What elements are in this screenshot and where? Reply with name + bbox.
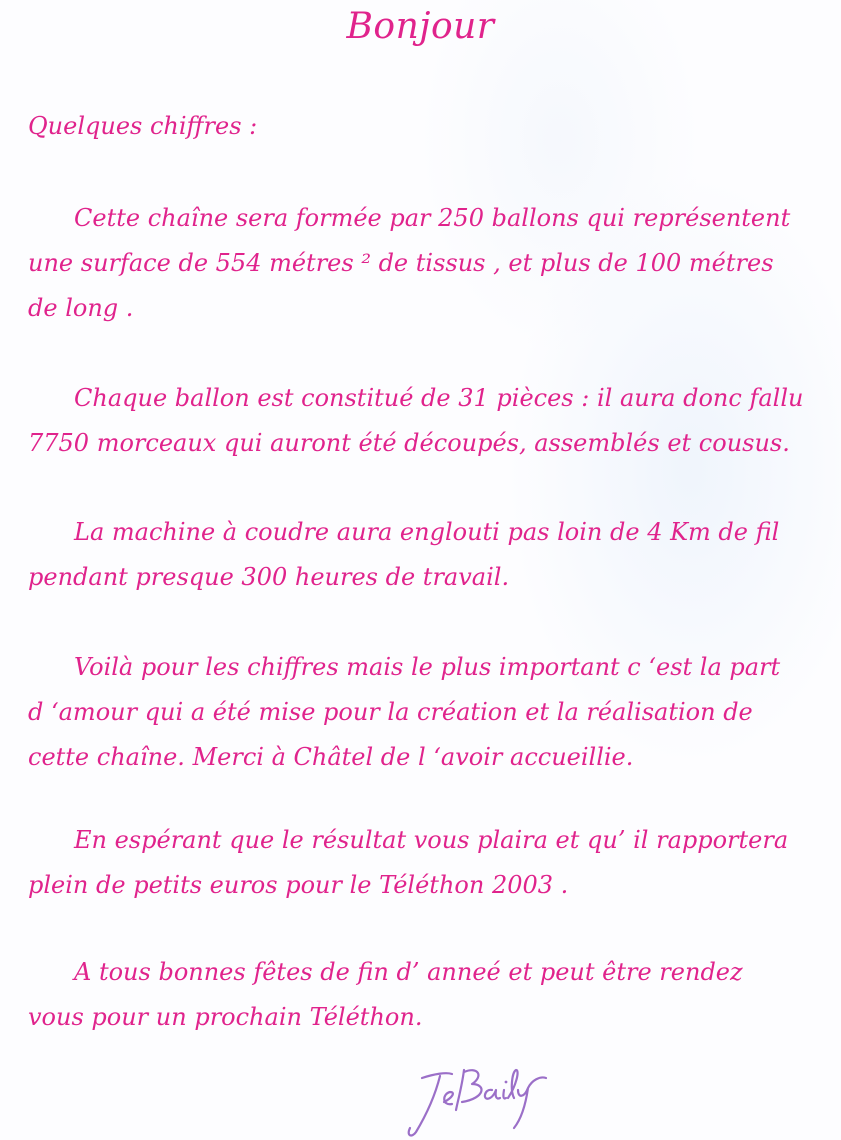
paragraph-line: de long . (28, 294, 134, 322)
letter-subtitle: Quelques chiffres : (28, 112, 258, 140)
paragraph-line: vous pour un prochain Téléthon. (28, 1003, 423, 1031)
paragraph-machine (28, 510, 828, 600)
paragraph-esperant (28, 818, 828, 908)
paragraph-line: cette chaîne. Merci à Châtel de l ‘avoir accueillie. (28, 743, 634, 771)
paragraph-ballons (28, 196, 828, 331)
paragraph-line: Voilà pour les chiffres mais le plus important c ‘est la part (74, 653, 781, 681)
paragraph-line: En espérant que le résultat vous plaira et qu’ il rapportera (74, 826, 789, 854)
handwritten-signature (400, 1040, 550, 1140)
paragraph-line: Cette chaîne sera formée par 250 ballons qui représentent (74, 204, 791, 232)
paragraph-line: d ‘amour qui a été mise pour la création et la réalisation de (28, 698, 753, 726)
paragraph-amour (28, 645, 828, 780)
paragraph-line: A tous bonnes fêtes de fin d’ anneé et peut être rendez (74, 958, 743, 986)
paragraph-line: La machine à coudre aura englouti pas loin de 4 Km de fil (74, 518, 780, 546)
paragraph-line: 7750 morceaux qui auront été découpés, assemblés et cousus. (28, 429, 790, 457)
paragraph-fetes (28, 950, 828, 1040)
paragraph-line: une surface de 554 métres ² de tissus , et plus de 100 métres (28, 249, 774, 277)
paragraph-line: plein de petits euros pour le Téléthon 2003 . (28, 871, 569, 899)
paragraph-line: pendant presque 300 heures de travail. (28, 563, 510, 591)
paragraph-pieces (28, 376, 828, 466)
paragraph-line: Chaque ballon est constitué de 31 pièces : il aura donc fallu (74, 384, 804, 412)
letter-title: Bonjour (346, 6, 495, 47)
